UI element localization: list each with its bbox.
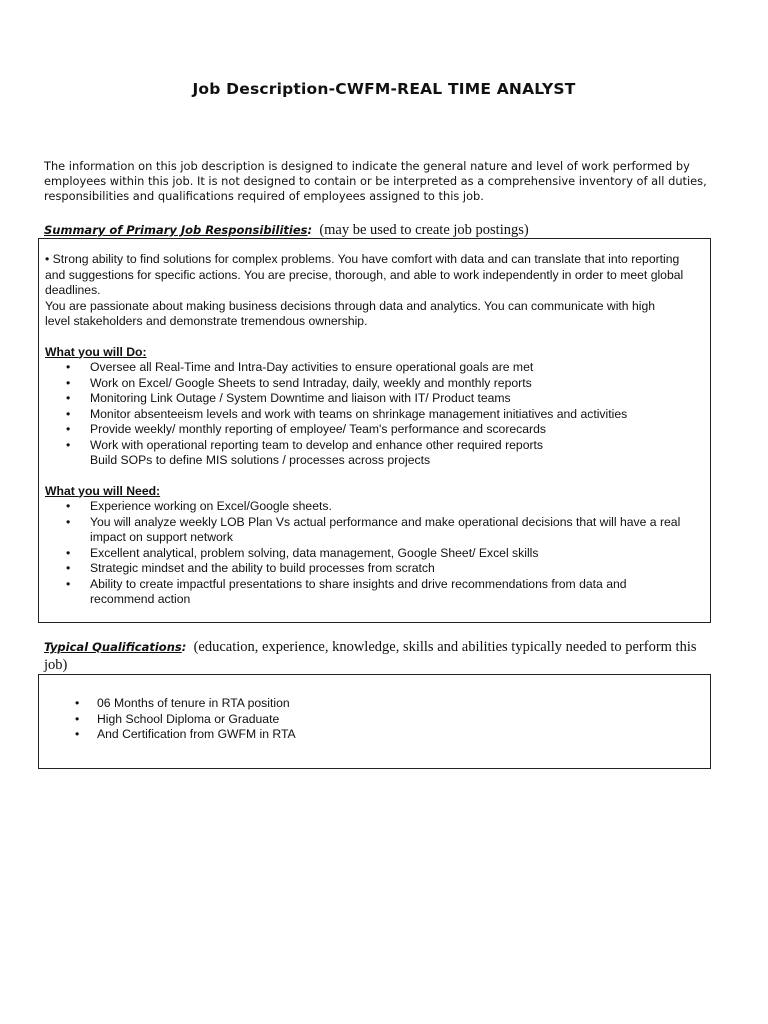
list-item: • You will analyze weekly LOB Plan Vs actual performance and make operational decisions that will have a real impact on support network	[66, 514, 681, 544]
list-item: • Monitor absenteeism levels and work with teams on shrinkage management initiatives and activities	[66, 406, 628, 421]
intro-line: employees within this job. It is not designed to contain or be interpreted as a comprehensive inventory of all duties,	[44, 174, 707, 188]
bullet-icon: •	[66, 422, 71, 436]
do-list	[45, 360, 702, 469]
list-item: • 06 Months of tenure in RTA position	[75, 696, 290, 710]
list-item: • High School Diploma or Graduate	[75, 711, 280, 726]
qualifications-content	[45, 696, 702, 743]
what-you-will-need-heading: What you will Need:	[45, 483, 161, 498]
qualifications-box	[38, 674, 711, 769]
list-item: • Experience working on Excel/Google sheets.	[66, 499, 332, 513]
list-item: • Work on Excel/ Google Sheets to send Intraday, daily, weekly and monthly reports	[66, 375, 532, 390]
bullet-icon: •	[66, 360, 71, 374]
list-item: • And Certification from GWFM in RTA	[75, 727, 296, 741]
what-you-will-do-heading: What you will Do:	[45, 344, 147, 359]
intro-paragraph	[44, 159, 719, 204]
list-item: • Oversee all Real-Time and Intra-Day activities to ensure operational goals are met	[66, 360, 534, 374]
qualifications-heading	[44, 638, 724, 674]
bullet-icon: •	[66, 375, 71, 390]
bullet-icon: •	[66, 499, 71, 513]
bullet-icon: •	[66, 514, 71, 529]
list-item: • Provide weekly/ monthly reporting of employee/ Team's performance and scorecards	[66, 422, 546, 436]
summary-line: • Strong ability to find solutions for complex problems. You have comfort with data and can translate that into reporting	[45, 252, 680, 266]
bullet-icon: •	[75, 711, 80, 726]
qualifications-heading-colon: :	[181, 640, 187, 654]
summary-heading-note: (may be used to create job postings)	[319, 222, 529, 238]
summary-line: deadlines.	[45, 283, 101, 297]
intro-line: The information on this job description is designed to indicate the general nature and level of work performed by	[44, 159, 690, 173]
need-list	[45, 499, 702, 608]
bullet-icon: •	[66, 406, 71, 421]
summary-paragraph	[45, 252, 702, 330]
bullet-icon: •	[66, 437, 71, 452]
summary-heading-label: Summary of Primary Job Responsibilities	[44, 223, 308, 237]
bullet-icon: •	[66, 391, 71, 405]
list-item: • Ability to create impactful presentations to share insights and drive recommendations from data and recommend action	[66, 576, 627, 606]
bullet-icon: •	[75, 727, 80, 741]
document-title: Job Description-CWFM-REAL TIME ANALYST	[192, 80, 576, 98]
intro-line: responsibilities and qualifications required of employees assigned to this job.	[44, 189, 484, 203]
list-item: • Monitoring Link Outage / System Downtime and liaison with IT/ Product teams	[66, 391, 511, 405]
list-item: • Work with operational reporting team to develop and enhance other required reports Build SOPs to define MIS solutions / processes across projects	[66, 437, 544, 467]
qualifications-list	[45, 696, 702, 743]
summary-heading-colon: :	[307, 223, 313, 237]
summary-line: You are passionate about making business decisions through data and analytics. You can communicate with high	[45, 298, 655, 313]
bullet-icon: •	[66, 545, 71, 560]
summary-line: level stakeholders and demonstrate tremendous ownership.	[45, 314, 368, 328]
list-item: • Excellent analytical, problem solving, data management, Google Sheet/ Excel skills	[66, 545, 539, 560]
summary-box	[38, 238, 711, 623]
qualifications-heading-note-cont: job)	[44, 657, 68, 673]
summary-heading	[44, 221, 724, 239]
qualifications-heading-note: (education, experience, knowledge, skills and abilities typically needed to perform this	[193, 639, 697, 655]
list-item: • Strategic mindset and the ability to build processes from scratch	[66, 561, 435, 575]
qualifications-heading-label: Typical Qualifications	[44, 640, 182, 654]
bullet-icon: •	[75, 696, 80, 710]
summary-line: and suggestions for specific actions. You are precise, thorough, and able to work independently in order to meet global	[45, 267, 684, 282]
summary-content	[45, 252, 702, 608]
bullet-icon: •	[66, 561, 71, 575]
bullet-icon: •	[66, 576, 71, 591]
